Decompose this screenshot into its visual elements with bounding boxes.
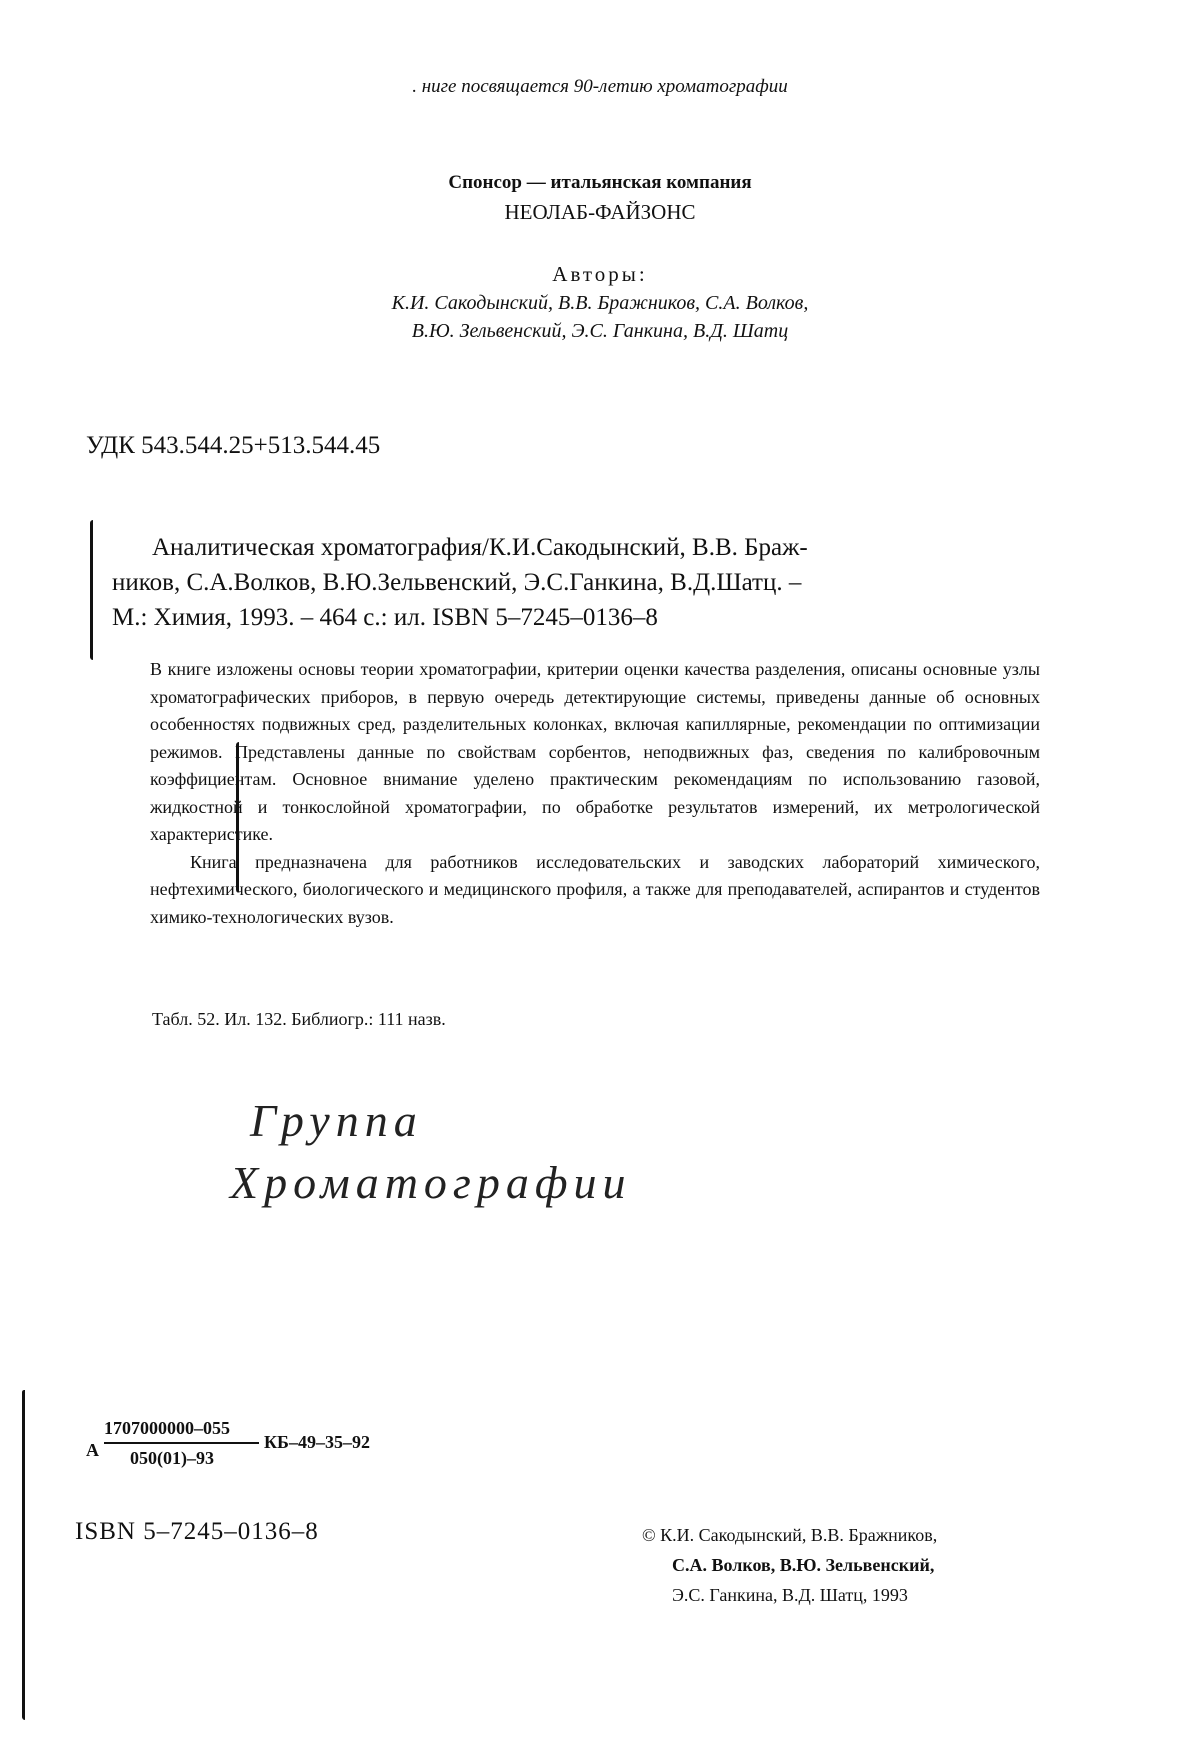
tables-illustrations-info: Табл. 52. Ил. 132. Библиогр.: 111 назв.	[152, 1009, 446, 1029]
annotation	[150, 656, 1040, 931]
handwritten-line-2: Хроматографии	[230, 1157, 632, 1208]
code-letter: А	[86, 1440, 99, 1460]
authors-line-2: В.Ю. Зельвенский, Э.С. Ганкина, В.Д. Шатц	[411, 320, 789, 342]
code-numerator: 1707000000–055	[104, 1418, 230, 1438]
copyright-line-3: Э.С. Ганкина, В.Д. Шатц, 1993	[672, 1585, 908, 1605]
copyright-block	[642, 1520, 1162, 1610]
bibliographic-line-3: М.: Химия, 1993. – 464 с.: ил. ISBN 5–7245–0136–8	[112, 604, 658, 631]
margin-bracket-mark	[22, 1390, 25, 1720]
bibliographic-line-2: ников, С.А.Волков, В.Ю.Зельвенский, Э.С.Ганкина, В.Д.Шатц. –	[112, 569, 802, 596]
sponsor-line: Спонсор — итальянская компания	[448, 172, 752, 193]
code-denominator: 050(01)–93	[130, 1448, 214, 1468]
udk-code: УДК 543.544.25+513.544.45	[86, 432, 381, 459]
fraction-line	[104, 1442, 259, 1444]
sponsor-company: НЕОЛАБ-ФАЙЗОНС	[504, 200, 696, 224]
margin-bracket-mark	[90, 520, 93, 660]
handwritten-note	[230, 1090, 890, 1214]
copyright-line-1: © К.И. Сакодынский, В.В. Бражников,	[642, 1525, 938, 1545]
bibliographic-record	[112, 530, 1040, 635]
copyright-line-2: С.А. Волков, В.Ю. Зельвенский,	[672, 1555, 935, 1575]
annotation-paragraph-2: Книга предназначена для работников исследовательских и заводских лабораторий химического, нефтехимического, биологического и медицинского профиля, а также для преподавателей, аспирантов и студентов химико-технологических вузов.	[150, 851, 1040, 927]
code-suffix: КБ–49–35–92	[264, 1432, 370, 1452]
dedication-line: . ниге посвящается 90-летию хроматографии	[412, 76, 788, 97]
authors-heading: Авторы:	[552, 262, 648, 286]
handwritten-line-1: Группа	[250, 1095, 423, 1146]
publication-code	[86, 1418, 446, 1488]
authors-line-1: К.И. Сакодынский, В.В. Бражников, С.А. Волков,	[391, 292, 809, 314]
annotation-paragraph-1: В книге изложены основы теории хроматографии, критерии оценки качества разделения, описаны основные узлы хроматографических приборов, в первую очередь детектирующие системы, приведены данные об основных особенностях подвижных сред, разделительных колонках, включая капиллярные, рекомендации по оптимизации режимов. Представлены данные по свойствам сорбентов, неподвижных фаз, сведения по калибровочным коэффициентам. Основное внимание уделено практическим рекомендациям по использованию газовой, жидкостной и тонкослойной хроматографии, по обработке результатов измерений, их метрологической характеристике.	[150, 659, 1040, 844]
bibliographic-line-1: Аналитическая хроматография/К.И.Сакодынский, В.В. Браж-	[152, 534, 808, 561]
isbn: ISBN 5–7245–0136–8	[75, 1518, 319, 1545]
